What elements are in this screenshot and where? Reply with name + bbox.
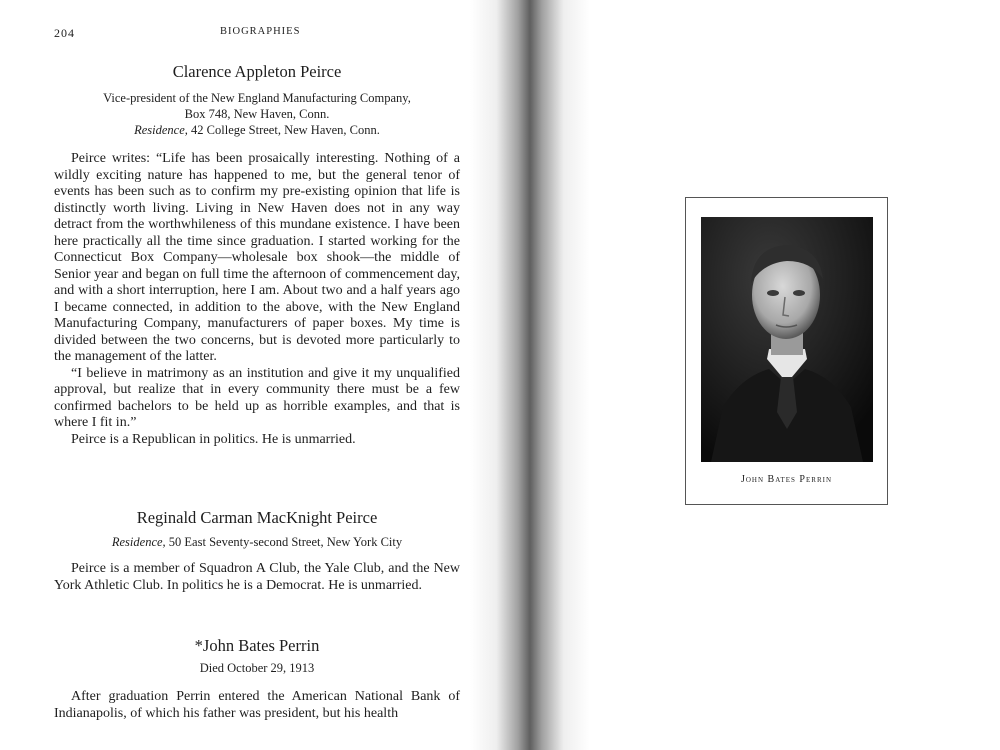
bio-paragraph: Peirce is a Republican in politics. He is unmarried. [71,431,356,447]
bio-address: Box 748, New Haven, Conn. [184,107,330,121]
running-head-title: BIOGRAPHIES [220,26,301,37]
residence-value: 50 East Seventy-second Street, New York City [165,535,403,549]
bio-paragraph: After graduation Perrin entered the American National Bank of Indianapolis, of which his father was president, but his health [54,689,460,721]
residence-label: Residence, [111,535,166,549]
bio-clarence-peirce [54,62,460,448]
bio-position: Vice-president of the New England Manufacturing Company, [103,91,411,105]
portrait-caption: John Bates Perrin [740,474,832,485]
residence-value: 42 College Street, New Haven, Conn. [187,123,380,137]
bio-name: *John Bates Perrin [194,636,320,655]
page-number: 204 [54,26,75,40]
bio-name: Reginald Carman MacKnight Peirce [136,508,378,527]
portrait-photo [701,217,873,462]
bio-reginald-peirce [54,508,460,594]
residence-label: Residence, [134,123,188,137]
bio-name: Clarence Appleton Peirce [172,62,342,81]
running-head [54,26,474,42]
bio-john-perrin [54,636,460,722]
right-page [590,0,1000,750]
bio-paragraph: Peirce is a member of Squadron A Club, the Yale Club, and the New York Athletic Club. In politics he is a Democrat. He is unmarried. [54,561,460,593]
bio-residence [54,122,460,138]
bio-paragraph: Peirce writes: “Life has been prosaically interesting. Nothing of a wildly exciting nature has happened to me, but the general tenor of events has been such as to confirm my pre-existing opinion that life is distinctly worth living. Living in New Haven does not in any way detract from the worthwhileness of this mundane existence. I have been here practically all the time since graduation. I started working for the Connecticut Box Company—wholesale box shook—the middle of Senior year and began on full time the afternoon of commencement day, and with a short interruption, here I am. About two and a half years ago I became connected, in addition to the above, with the New England Manufacturing Company, manufacturers of paper boxes. My time is divided between the two concerns, but is devoted more particularly to the management of the latter. [54,151,460,364]
bio-paragraph: “I believe in matrimony as an institution and give it my unqualified approval, but realize that in every community there must be a few confirmed bachelors to be held up as horrible examples, and that is where I fit in.” [54,365,460,430]
bio-residence [54,534,460,550]
portrait-frame [685,197,888,505]
book-gutter-shadow [470,0,590,750]
bio-died: Died October 29, 1913 [199,661,315,675]
